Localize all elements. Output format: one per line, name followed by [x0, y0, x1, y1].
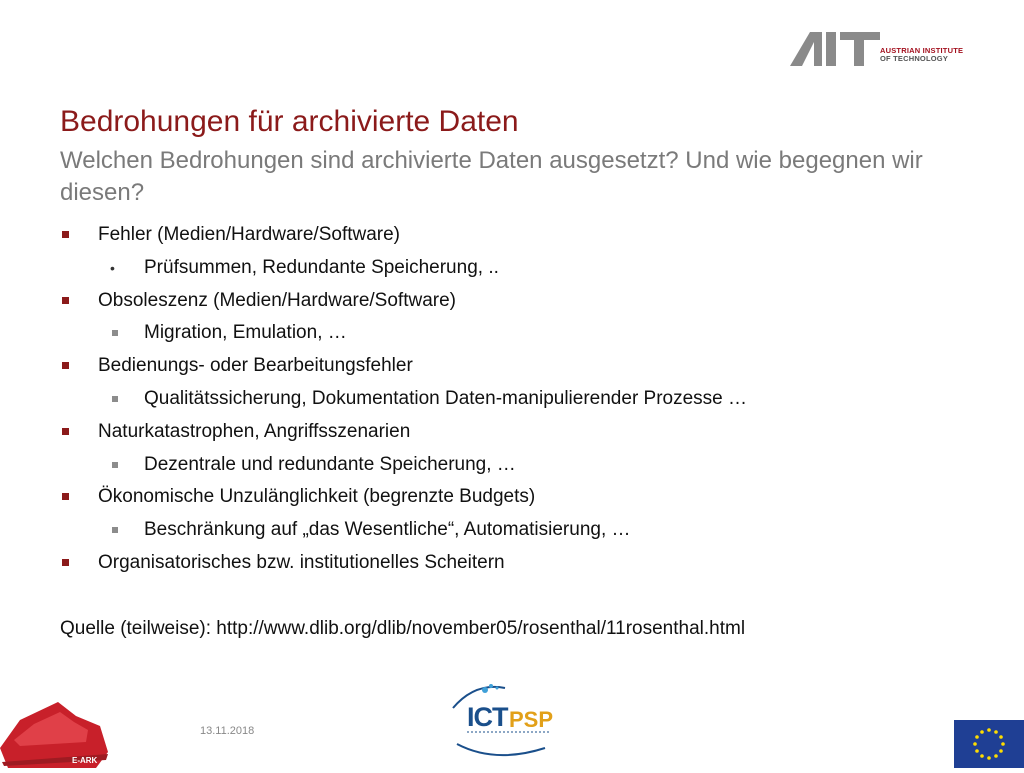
bullet-text: Ökonomische Unzulänglichkeit (begrenzte Budgets) [98, 486, 536, 508]
eu-flag-icon [954, 720, 1024, 768]
square-bullet-icon [62, 493, 69, 500]
sub-bullet-item [60, 253, 960, 286]
ait-logo-text [880, 47, 963, 63]
bullet-text: Naturkatastrophen, Angriffsszenarien [98, 420, 411, 442]
bullet-item [60, 548, 960, 581]
square-bullet-icon [112, 527, 118, 533]
bullet-item [60, 351, 960, 384]
square-bullet-icon [112, 330, 118, 336]
bullet-text: Organisatorisches bzw. institutionelles Scheitern [98, 551, 505, 573]
ait-logo-mark [790, 28, 880, 70]
ict-psp-logo [445, 678, 565, 764]
bullet-text: Fehler (Medien/Hardware/Software) [98, 224, 401, 245]
square-bullet-icon [62, 297, 69, 304]
dot-bullet-icon: • [110, 259, 115, 276]
bullet-text: Bedienungs- oder Bearbeitungsfehler [98, 355, 413, 377]
sub-bullet-item [60, 450, 960, 483]
eu-stars-icon [954, 720, 1024, 768]
ict-label: ICT [467, 702, 508, 732]
bullet-item [60, 417, 960, 450]
square-bullet-icon [112, 462, 118, 468]
slide-date: 13.11.2018 [200, 725, 255, 737]
ait-logo [790, 28, 970, 70]
psp-label: PSP [509, 707, 554, 732]
source-citation: Quelle (teilweise): http://www.dlib.org/dlib/november05/rosenthal/11rosenthal.html [60, 618, 746, 639]
sub-bullet-item [60, 318, 960, 351]
bullet-list [60, 220, 960, 581]
bullet-text: Dezentrale und redundante Speicherung, … [144, 453, 516, 475]
bullet-text: Obsoleszenz (Medien/Hardware/Software) [98, 289, 456, 311]
square-bullet-icon [62, 428, 69, 435]
sub-bullet-item [60, 384, 960, 417]
eark-label: E-ARK [72, 756, 98, 765]
ait-line2: OF TECHNOLOGY [880, 54, 949, 63]
square-bullet-icon [62, 231, 69, 238]
slide-title: Bedrohungen für archivierte Daten [60, 105, 519, 138]
bullet-text: Beschränkung auf „das Wesentliche“, Automatisierung, … [144, 519, 631, 541]
bullet-item [60, 220, 960, 253]
bullet-item [60, 482, 960, 515]
square-bullet-icon [62, 362, 69, 369]
slide-subtitle: Welchen Bedrohungen sind archivierte Daten ausgesetzt? Und wie begegnen wir diesen? [60, 147, 923, 206]
square-bullet-icon [62, 559, 69, 566]
bullet-text: Prüfsummen, Redundante Speicherung, .. [144, 256, 499, 278]
bullet-text: Qualitätssicherung, Dokumentation Daten-manipulierender Prozesse … [144, 387, 748, 409]
bullet-item [60, 286, 960, 319]
bullet-text: Migration, Emulation, … [144, 322, 347, 344]
ait-line1: AUSTRIAN INSTITUTE [880, 46, 964, 55]
square-bullet-icon [112, 396, 118, 402]
sub-bullet-item [60, 515, 960, 548]
